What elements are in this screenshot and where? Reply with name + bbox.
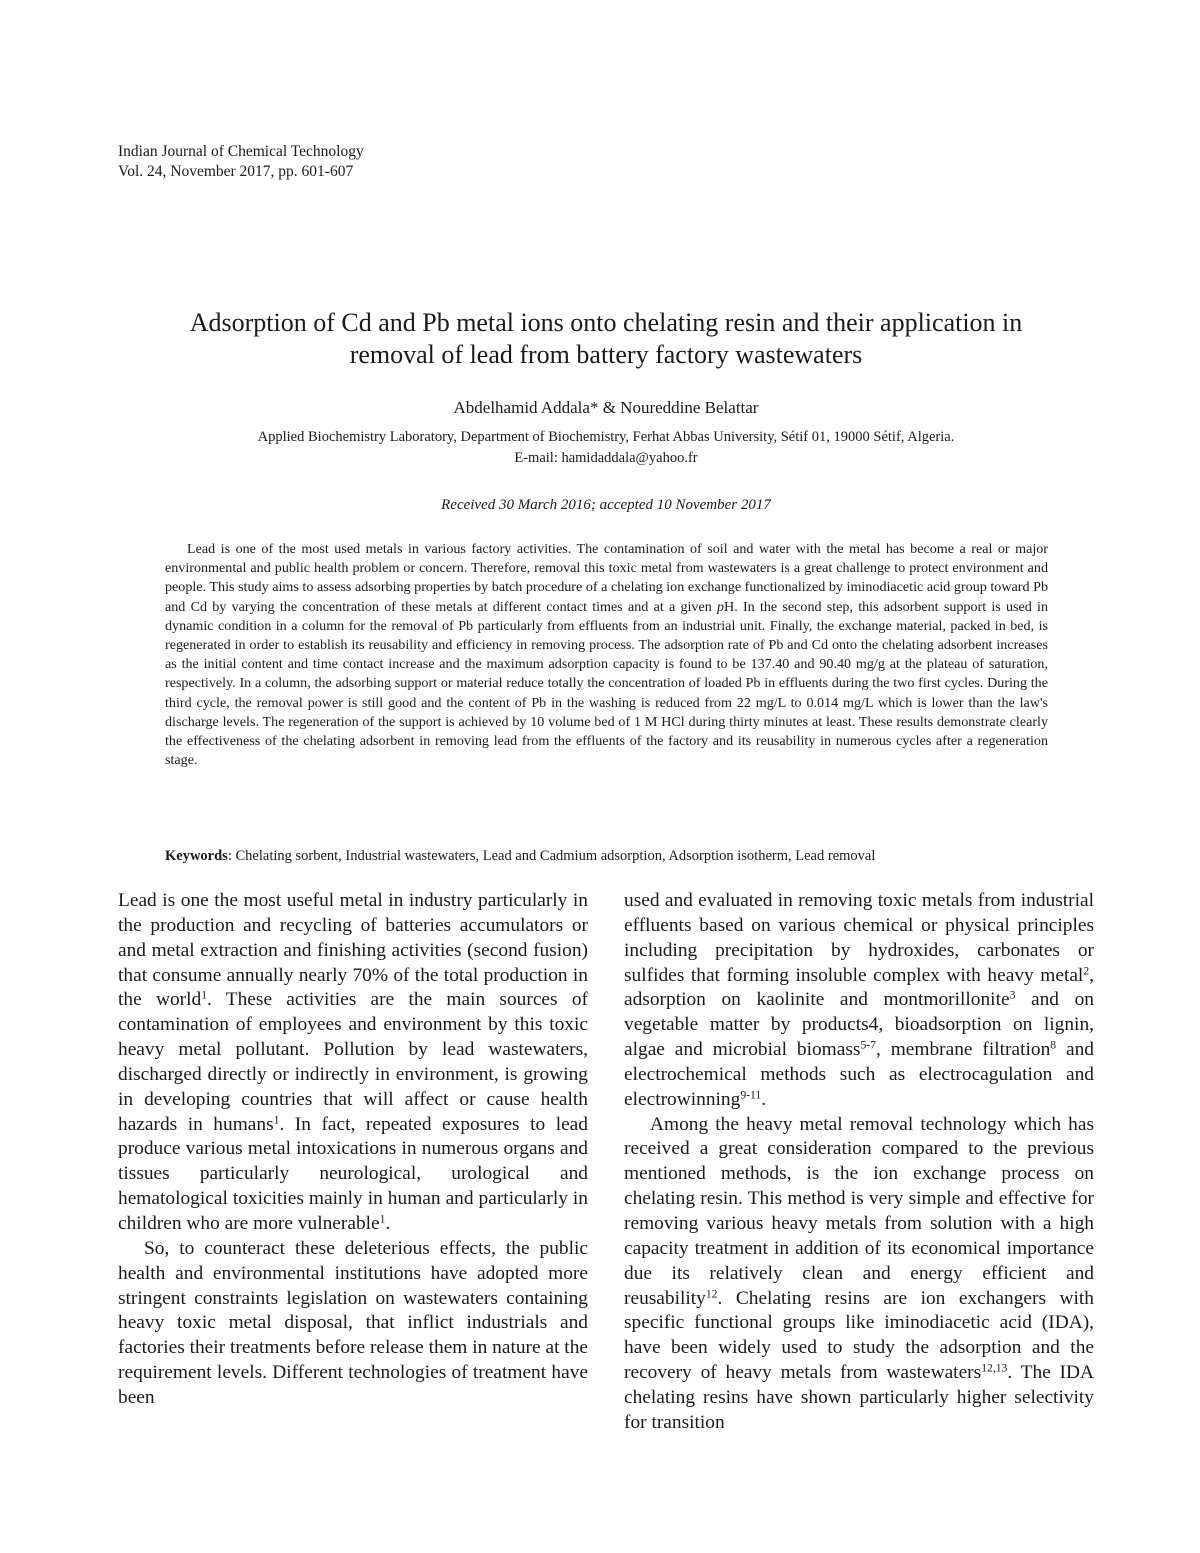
received-dates: Received 30 March 2016; accepted 10 November 2017 — [441, 497, 771, 513]
affiliation-block — [0, 427, 1200, 469]
body-paragraph — [624, 1113, 1094, 1436]
article-title — [100, 307, 1112, 371]
title-line-1: Adsorption of Cd and Pb metal ions onto chelating resin and their application in — [189, 308, 1023, 337]
abstract — [165, 540, 1048, 770]
title-line-2: removal of lead from battery factory wastewaters — [349, 340, 863, 369]
citation-ref: 1 — [201, 988, 207, 1002]
body-paragraph — [118, 889, 588, 1237]
text-span: . — [385, 1212, 391, 1234]
text-span: used and evaluated in removing toxic metals from industrial effluents based on various chemical or physical principles including precipitation by hydroxides, carbonates or sulfides that forming insoluble complex with heavy metal — [624, 890, 1094, 986]
body-column-right — [624, 889, 1094, 1436]
abstract-paragraph — [165, 540, 1048, 770]
text-span: , adsorption on kaolinite and montmorillonite — [624, 964, 1094, 1011]
journal-name: Indian Journal of Chemical Technology — [118, 143, 364, 160]
body-paragraph: So, to counteract these deleterious effects, the public health and environmental institutions have adopted more stringent constraints legislation on wastewaters containing heavy toxic metal disposal, that inflict industrials and factories their treatments before release them in nature at the requirement levels. Different technologies of treatment have been — [118, 1237, 588, 1408]
text-span: . Chelating resins are ion exchangers with specific functional groups like iminodiacetic acid (IDA), have been widely used to study the adsorption and the recovery of heavy metals from wastewaters — [624, 1287, 1094, 1384]
ph-italic: p — [717, 598, 725, 615]
text-span: . In fact, repeated exposures to lead produce various metal intoxications in numerous organs and tissues particularly neurological, urological and hematological toxicities mainly in human and particularly in children who are more vulnerable — [118, 1113, 588, 1234]
abstract-text-part2: H. In the second step, this adsorbent support is used in dynamic condition in a column for the removal of Pb particularly from effluents from an industrial unit. Finally, the exchange material, packed in bed, is regenerated in order to establish its reusability and efficiency in removing process. The adsorption rate of Pb and Cd onto the chelating adsorbent increases as the initial content and time contact increase and the maximum adsorption capacity is found to be 137.40 and 90.40 mg/g at the plateau of saturation, respectively. In a column, the adsorbing support or material reduce totally the concentration of loaded Pb in effluents during the two first cycles. During the third cycle, the removal power is still good and the content of Pb in the washing is reduced from 22 mg/L to 0.014 mg/L which is lower than the law's discharge levels. The regeneration of the support is achieved by 10 volume bed of 1 M HCl during thirty minutes at least. These results demonstrate clearly the effectiveness of the chelating adsorbent in removing lead from the effluents of the factory and its reusability in numerous cycles after a regeneration stage. — [165, 598, 1048, 769]
citation-ref: 5-7 — [860, 1038, 876, 1052]
citation-ref: 2 — [1083, 964, 1090, 978]
email: E-mail: hamidaddala@yahoo.fr — [514, 450, 698, 466]
body-column-left — [118, 889, 588, 1411]
citation-ref: 1 — [379, 1212, 386, 1226]
body-paragraph — [624, 889, 1094, 1113]
text-span: . The IDA chelating resins have shown particularly higher selectivity for transition — [624, 1362, 1094, 1433]
text-span: . — [761, 1088, 767, 1110]
citation-ref: 3 — [1009, 988, 1016, 1002]
abstract-text-part1: Lead is one of the most used metals in various factory activities. The contamination of soil and water with the metal has become a real or major environmental and public health problem or concern. Therefore, removal this toxic metal from wastewaters is a great challenge to protect environment and people. This study aims to assess adsorbing properties by batch procedure of a chelating ion exchange functionalized by iminodiacetic acid group toward Pb and Cd by varying the concentration of these metals at different contact times and at a given — [165, 541, 1048, 615]
keywords — [165, 847, 1065, 866]
citation-ref: 8 — [1050, 1038, 1057, 1052]
keywords-label: Keywords — [165, 848, 228, 864]
citation-ref: 1 — [273, 1113, 280, 1127]
keywords-text: : Chelating sorbent, Industrial wastewaters, Lead and Cadmium adsorption, Adsorption isotherm, Lead removal — [227, 848, 876, 864]
text-span: Among the heavy metal removal technology which has received a great consideration compared to the previous mentioned methods, is the ion exchange process on chelating resin. This method is very simple and effective for removing various heavy metals from solution with a high capacity treatment in addition of its economical importance due its relatively clean and energy efficient and reusability — [624, 1113, 1094, 1309]
journal-header — [118, 142, 364, 182]
journal-volume: Vol. 24, November 2017, pp. 601-607 — [118, 163, 354, 180]
citation-ref: 12,13 — [981, 1361, 1008, 1375]
author-list: Abdelhamid Addala* & Noureddine Belattar — [453, 398, 759, 417]
affiliation: Applied Biochemistry Laboratory, Department of Biochemistry, Ferhat Abbas University, Sétif 01, 19000 Sétif, Algeria. — [257, 429, 955, 445]
text-span: and on vegetable matter by products4, bioadsorption on lignin, algae and microbial biomass — [624, 989, 1094, 1061]
text-span: , membrane filtration — [875, 1039, 1051, 1061]
text-span: . These activities are the main sources of contamination of employees and environment by this toxic heavy metal pollutant. Pollution by lead wastewaters, discharged directly or indirectly in environment, is growing in developing countries that will affect or cause health hazards in humans — [118, 989, 588, 1135]
citation-ref: 12 — [705, 1287, 718, 1301]
citation-ref: 9-11 — [740, 1088, 762, 1102]
text-span: and electrochemical methods such as electrocagulation and electrowinning — [624, 1039, 1094, 1110]
text-span: Lead is one the most useful metal in industry particularly in the production and recycling of batteries accumulators or and metal extraction and finishing activities (second fusion) that consume annually nearly 70% of the total production in the world — [118, 890, 588, 1011]
